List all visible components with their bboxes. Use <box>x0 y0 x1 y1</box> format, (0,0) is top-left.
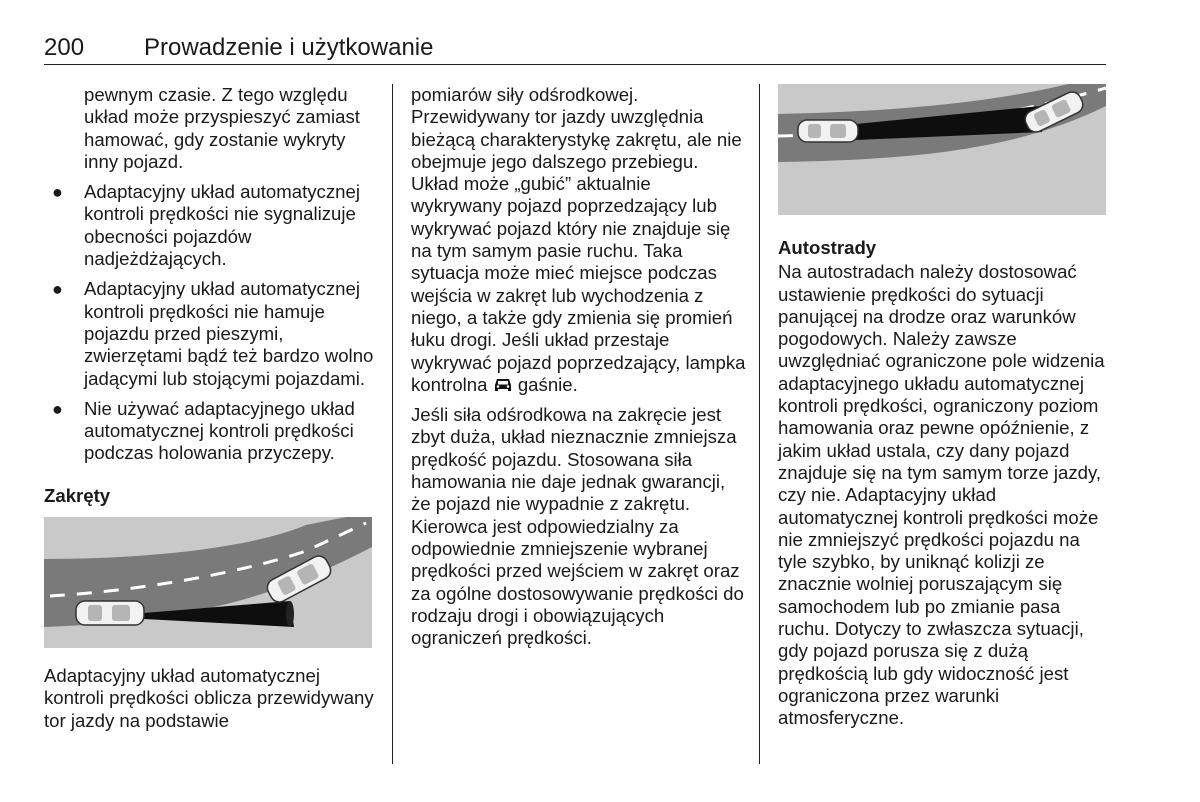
list-item <box>44 398 374 465</box>
bullet-icon: ● <box>52 398 63 419</box>
column-1 <box>44 84 374 732</box>
column-2 <box>411 84 746 657</box>
column-divider <box>392 84 393 764</box>
list-item-text: Adaptacyjny układ automatycznej kontroli prędkości nie sygnalizuje obecności pojazdów nadjeżdżających. <box>84 181 360 270</box>
chapter-title: Prowadzenie i użytkowanie <box>144 34 434 61</box>
continued-text: pewnym czasie. Z tego względu układ może przyspieszyć zamiast hamować, gdy zostanie wykryty inny pojazd. <box>84 84 360 172</box>
paragraph <box>411 84 746 396</box>
highway-illustration <box>778 84 1106 215</box>
column-divider <box>759 84 760 764</box>
column-3 <box>778 84 1108 730</box>
list-item <box>44 278 374 389</box>
paragraph-text: pomiarów siły odśrodkowej. Przewidywany tor jazdy uwzględnia bieżącą charakterystykę zakrętu, ale nie obejmuje jego dalszego przebiegu. Układ może „gubić” aktualnie wykrywany pojazd poprzedzający lub wykrywać pojazd który nie znajduje się na tym samym pasie ruchu. Taka sytuacja może mieć miejsce podczas wejścia w zakręt lub wychodzenia z niego, a także gdy zmienia się promień łuku drogi. Jeśli układ przestaje wykrywać pojazd poprzedzający, lampka kontrolna <box>411 84 746 395</box>
paragraph: Jeśli siła odśrodkowa na zakręcie jest zbyt duża, układ nieznacznie zmniejsza prędkość pojazdu. Stosowana siła hamowania nie daje jednak gwarancji, że pojazd nie wypadnie z zakrętu. Kierowca jest odpowiedzialny za odpowiednie zmniejszenie wybranej prędkości przed wejściem w zakręt oraz za ogólne dostosowywanie prędkości do rodzaju drogi i obowiązujących ograniczeń prędkości. <box>411 404 744 649</box>
paragraph-text: gaśnie. <box>517 373 578 395</box>
curve-illustration <box>44 517 372 648</box>
own-car-icon <box>76 601 144 625</box>
paragraph: Adaptacyjny układ automatycznej kontroli prędkości oblicza przewidywany tor jazdy na podstawie <box>44 665 374 731</box>
list-item-text: Nie używać adaptacyjnego układ automatycznej kontroli prędkości podczas holowania przyczepy. <box>84 397 355 464</box>
page-header <box>44 34 1106 65</box>
bullet-icon: ● <box>52 182 63 203</box>
list-item-text: Adaptacyjny układ automatycznej kontroli prędkości nie hamuje pojazdu przed pieszymi, zwierzętami bądź też bardzo wolno jadącymi lub stojącymi pojazdami. <box>84 278 374 389</box>
bullet-icon: ● <box>52 279 63 300</box>
list-item <box>44 181 374 270</box>
section-heading-autostrady: Autostrady <box>778 237 877 258</box>
own-car-icon <box>798 120 858 142</box>
bullet-list <box>44 181 374 465</box>
page-number: 200 <box>44 34 85 61</box>
paragraph: Na autostradach należy dostosować ustawienie prędkości do sytuacji panującej na drodze oraz warunków pogodowych. Należy zawsze uwzględniać ograniczone pole widzenia adaptacyjnego układu automatycznej kontroli prędkości, ograniczony poziom hamowania oraz pewne opóźnienie, z jakim układ ustala, czy dany pojazd znajduje się na tym samym torze jazdy, czy nie. Adaptacyjny układ automatycznej kontroli prędkości może nie zmniejszyć prędkości pojazdu na tyle szybko, by uniknąć kolizji ze znacznie wolniej poruszającym się samochodem lub po zmianie pasa ruchu. Dotyczy to zwłaszcza sytuacji, gdy pojazd porusza się z dużą prędkością lub gdy widoczność jest ograniczona przez warunki atmosferyczne. <box>778 261 1105 729</box>
vehicle-ahead-icon <box>493 377 513 393</box>
section-heading-zakrety: Zakręty <box>44 484 111 506</box>
